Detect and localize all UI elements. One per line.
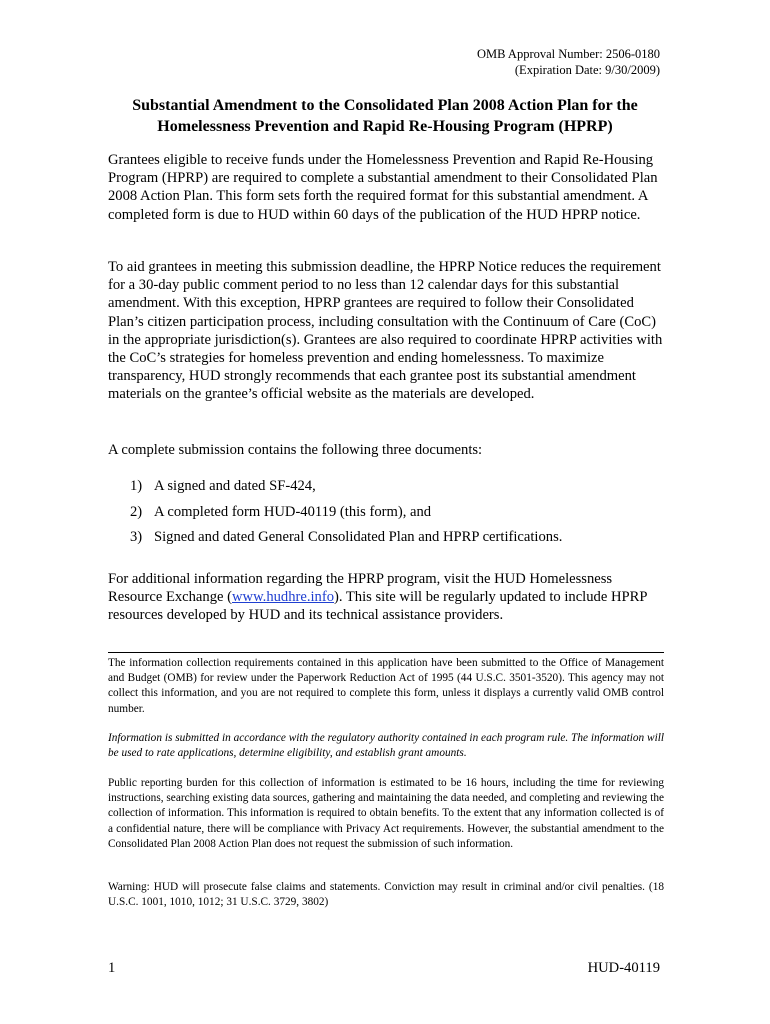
- submission-list: [130, 477, 670, 554]
- omb-expiration-date: (Expiration Date: 9/30/2009): [514, 63, 660, 77]
- burden-notice: Public reporting burden for this collection of information is estimated to be 16 hours, including the time for reviewing instructions, searching existing data sources, gathering and maintaining the data needed, and completing and reviewing the collection of information. This information is required to obtain benefits. To the extent that any information collected is of a confidential nature, there will be compliance with Privacy Act requirements. However, the substantial amendment to the Consolidated Plan 2008 Action Plan does not request the submission of such information.: [108, 777, 664, 850]
- list-item-text: Signed and dated General Consolidated Plan and HPRP certifications.: [154, 529, 563, 545]
- list-item: [130, 503, 670, 529]
- list-item: [130, 528, 670, 554]
- list-item-number: 1): [130, 478, 143, 494]
- omb-approval-number: OMB Approval Number: 2506-0180: [477, 47, 660, 61]
- title-line-1: Substantial Amendment to the Consolidated Plan 2008 Action Plan for the: [132, 97, 638, 114]
- hudhre-link[interactable]: www.hudhre.info: [232, 589, 334, 606]
- deadline-paragraph: To aid grantees in meeting this submission deadline, the HPRP Notice reduces the requirement for a 30-day public comment period to no less than 12 calendar days for this substantial amendment. With this exception, HPRP grantees are required to follow their Consolidated Plan’s citizen participation process, including consultation with the Continuum of Care (CoC) in the appropriate jurisdiction(s). Grantees are also required to coordinate HPRP activities with the CoC’s strategies for homeless prevention and ending homelessness. To maximize transparency, HUD strongly recommends that each grantee post its substantial amendment materials on the grantee’s official website as the materials are developed.: [108, 259, 663, 403]
- additional-info-text-before: For additional information regarding the HPRP program, visit the HUD Homelessness Resource Exchange (: [108, 571, 613, 606]
- additional-info-text-after: ). This site will be regularly updated to include HPRP resources developed by HUD and its technical assistance providers.: [108, 589, 647, 624]
- additional-info-paragraph: [108, 570, 668, 625]
- list-item-text: A completed form HUD-40119 (this form), and: [154, 503, 432, 520]
- list-item-number: 2): [130, 503, 143, 520]
- divider: [108, 652, 664, 653]
- list-item-number: 3): [130, 529, 143, 545]
- regulatory-notice: Information is submitted in accordance with the regulatory authority contained in each program rule. The information will be used to rate applications, determine eligibility, and establish grant amounts.: [108, 732, 664, 760]
- list-item-text: A signed and dated SF-424,: [154, 478, 316, 494]
- intro-paragraph: Grantees eligible to receive funds under the Homelessness Prevention and Rapid Re-Housing Program (HPRP) are required to complete a substantial amendment to their Consolidated Plan 2008 Action Plan. This form sets forth the required format for this substantial amendment. A completed form is due to HUD within 60 days of the publication of the HUD HPRP notice.: [108, 152, 658, 223]
- omb-approval-block: [477, 46, 660, 78]
- page-title: [100, 95, 670, 137]
- omb-notice: The information collection requirements contained in this application have been submitted to the Office of Management and Budget (OMB) for review under the Paperwork Reduction Act of 1995 (44 U.S.C. 3501-3520). This agency may not collect this information, and you are not required to complete this form, unless it displays a currently valid OMB control number.: [108, 657, 664, 715]
- page-number: 1: [108, 960, 116, 976]
- form-number: HUD-40119: [587, 960, 660, 976]
- submission-intro: A complete submission contains the following three documents:: [108, 442, 483, 458]
- title-line-2: Homelessness Prevention and Rapid Re-Housing Program (HPRP): [157, 118, 613, 135]
- warning-notice: Warning: HUD will prosecute false claims and statements. Conviction may result in criminal and/or civil penalties. (18 U.S.C. 1001, 1010, 1012; 31 U.S.C. 3729, 3802): [108, 881, 664, 909]
- list-item: [130, 477, 670, 503]
